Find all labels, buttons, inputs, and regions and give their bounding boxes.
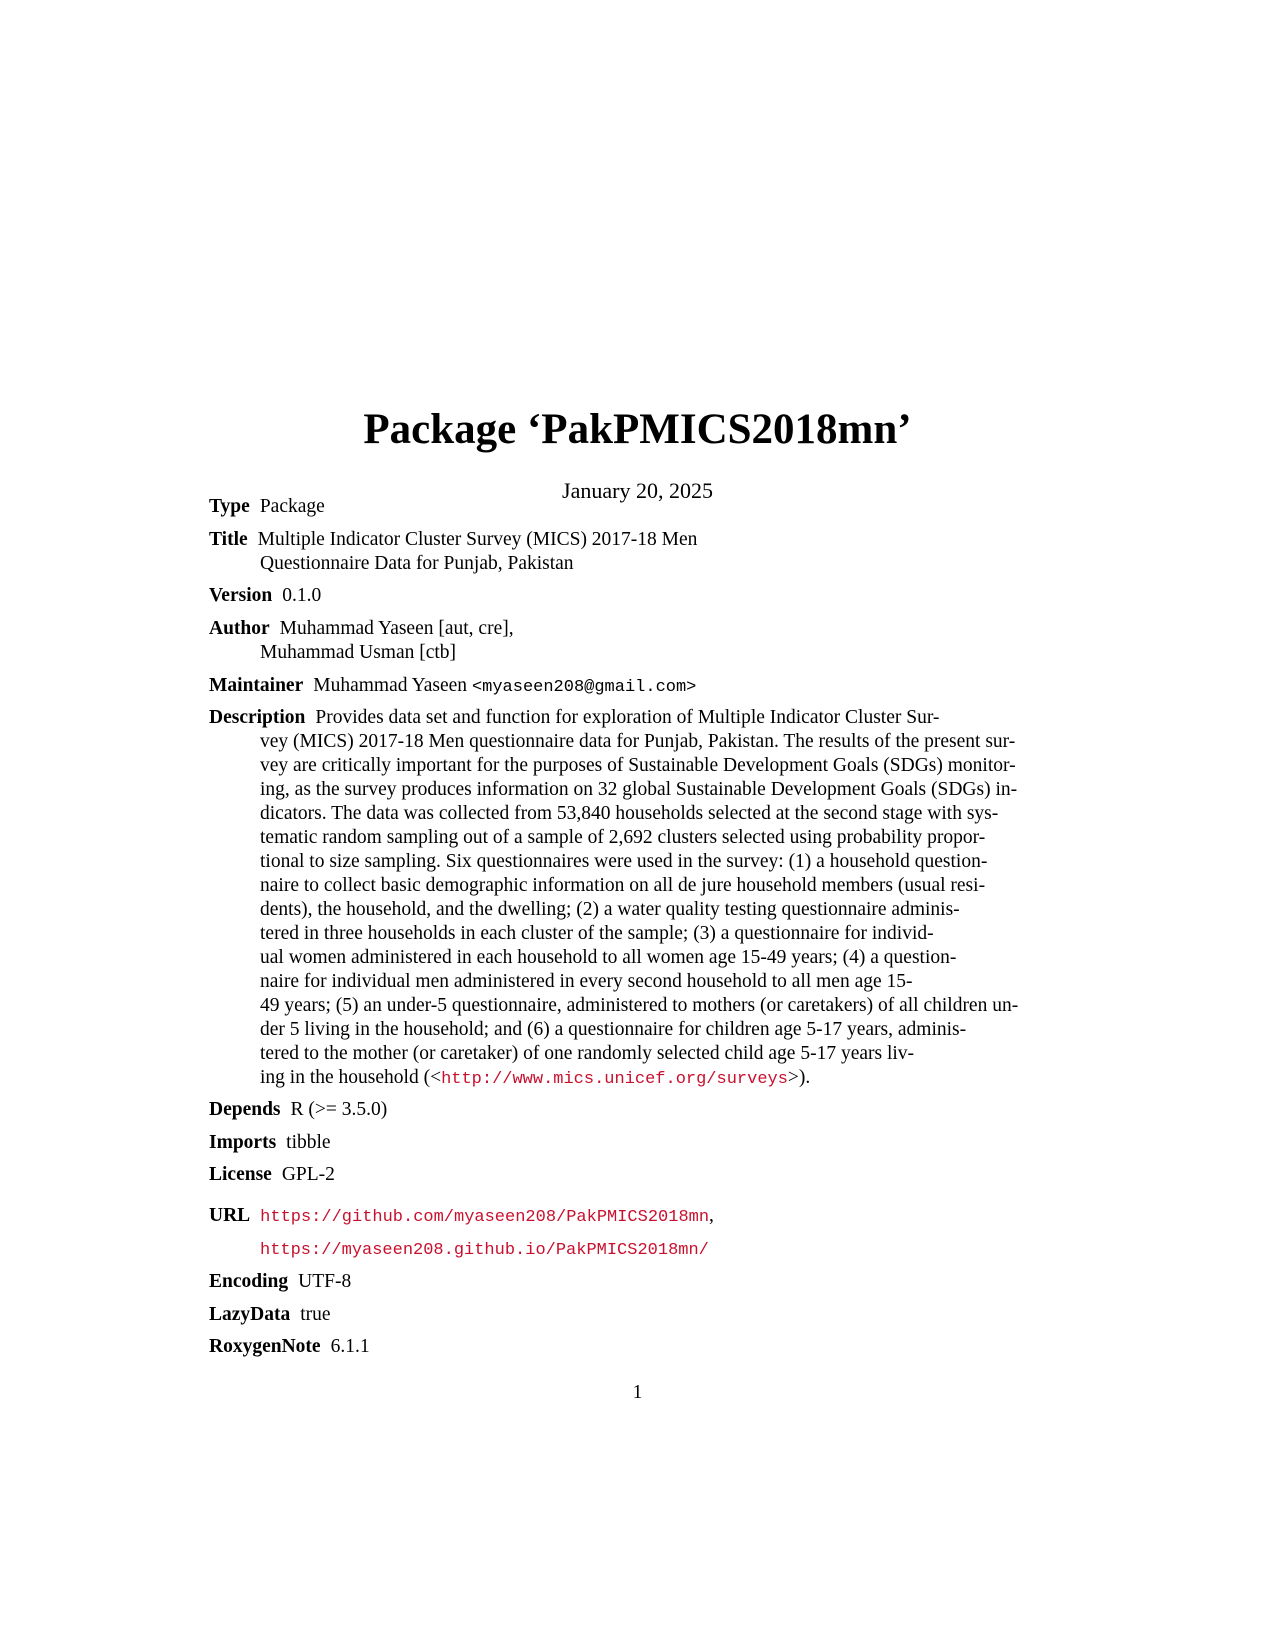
- field-value-depends: R (>= 3.5.0): [290, 1099, 388, 1120]
- field-value-title-line-2: Questionnaire Data for Punjab, Pakistan: [260, 553, 574, 574]
- field-key-depends: Depends: [209, 1099, 281, 1120]
- url-comma: ,: [709, 1205, 714, 1226]
- field-value-author-line-1: Muhammad Yaseen [aut, cre],: [279, 618, 514, 639]
- field-key-title: Title: [209, 529, 248, 550]
- description-line-12: naire for individual men administered in every second household to all men age 15-: [260, 971, 913, 992]
- field-description: [209, 705, 939, 730]
- field-maintainer: [209, 673, 696, 700]
- field-key-license: License: [209, 1164, 272, 1185]
- mics-surveys-link[interactable]: http://www.mics.unicef.org/surveys: [441, 1070, 788, 1089]
- field-roxygennote: [209, 1334, 370, 1359]
- field-value-version: 0.1.0: [282, 585, 322, 606]
- description-line-8: naire to collect basic demographic information on all de jure household members (usual resi-: [260, 875, 986, 896]
- field-key-description: Description: [209, 707, 306, 728]
- description-line-16: [260, 1065, 810, 1092]
- field-version: [209, 583, 321, 608]
- field-encoding: [209, 1269, 351, 1294]
- description-line-11: ual women administered in each household to all women age 15-49 years; (4) a question-: [260, 947, 957, 968]
- github-repo-link[interactable]: https://github.com/myaseen208/PakPMICS2018mn: [260, 1208, 710, 1227]
- field-key-maintainer: Maintainer: [209, 675, 304, 696]
- field-title: [209, 527, 697, 552]
- url-line-2: [260, 1236, 709, 1263]
- description-line-7: tional to size sampling. Six questionnaires were used in the survey: (1) a household question-: [260, 851, 988, 872]
- description-line-6: tematic random sampling out of a sample of 2,692 clusters selected using probability propor-: [260, 827, 986, 848]
- description-last-suffix: >).: [787, 1067, 811, 1088]
- description-line-1: Provides data set and function for exploration of Multiple Indicator Cluster Sur-: [315, 707, 940, 728]
- description-line-4: ing, as the survey produces information on 32 global Sustainable Development Goals (SDGs) in-: [260, 779, 1018, 800]
- description-line-3: vey are critically important for the purposes of Sustainable Development Goals (SDGs) monitor-: [260, 755, 1016, 776]
- field-key-roxygennote: RoxygenNote: [209, 1336, 321, 1357]
- field-type: [209, 494, 325, 519]
- description-line-15: tered to the mother (or caretaker) of one randomly selected child age 5-17 years liv-: [260, 1043, 915, 1064]
- page-number: 1: [632, 1382, 643, 1403]
- field-key-version: Version: [209, 585, 273, 606]
- description-line-2: vey (MICS) 2017-18 Men questionnaire data for Punjab, Pakistan. The results of the present sur-: [260, 731, 1016, 752]
- field-key-imports: Imports: [209, 1132, 277, 1153]
- field-value-encoding: UTF-8: [298, 1271, 352, 1292]
- description-line-14: der 5 living in the household; and (6) a questionnaire for children age 5-17 years, adminis-: [260, 1019, 967, 1040]
- description-line-10: tered in three households in each cluster of the sample; (3) a questionnaire for individ-: [260, 923, 934, 944]
- field-key-author: Author: [209, 618, 270, 639]
- field-key-url: URL: [209, 1205, 251, 1226]
- field-author: [209, 616, 514, 641]
- field-depends: [209, 1097, 387, 1122]
- field-value-title-line-1: Multiple Indicator Cluster Survey (MICS) 2017-18 Men: [257, 529, 698, 550]
- page-title: Package ‘PakPMICS2018mn’: [363, 406, 912, 453]
- field-key-lazydata: LazyData: [209, 1304, 291, 1325]
- field-value-roxygennote: 6.1.1: [330, 1336, 370, 1357]
- maintainer-email: <myaseen208@gmail.com>: [471, 678, 697, 697]
- field-key-encoding: Encoding: [209, 1271, 289, 1292]
- field-license: [209, 1162, 335, 1187]
- description-line-9: dents), the household, and the dwelling; (2) a water quality testing questionnaire adminis-: [260, 899, 960, 920]
- field-imports: [209, 1130, 331, 1155]
- github-pages-link[interactable]: https://myaseen208.github.io/PakPMICS2018mn/: [260, 1241, 709, 1260]
- description-last-prefix: ing in the household (<: [260, 1067, 442, 1088]
- field-value-type: Package: [259, 496, 325, 517]
- field-key-type: Type: [209, 496, 250, 517]
- field-value-license: GPL-2: [281, 1164, 335, 1185]
- description-line-13: 49 years; (5) an under-5 questionnaire, administered to mothers (or caretakers) of all children un-: [260, 995, 1019, 1016]
- field-value-author-line-2: Muhammad Usman [ctb]: [260, 642, 457, 663]
- maintainer-name: Muhammad Yaseen: [313, 675, 468, 696]
- field-url: [209, 1203, 714, 1230]
- field-lazydata: [209, 1302, 331, 1327]
- description-line-5: dicators. The data was collected from 53,840 households selected at the second stage with sys-: [260, 803, 999, 824]
- field-value-imports: tibble: [286, 1132, 331, 1153]
- field-value-lazydata: true: [300, 1304, 331, 1325]
- page-date: January 20, 2025: [562, 478, 713, 503]
